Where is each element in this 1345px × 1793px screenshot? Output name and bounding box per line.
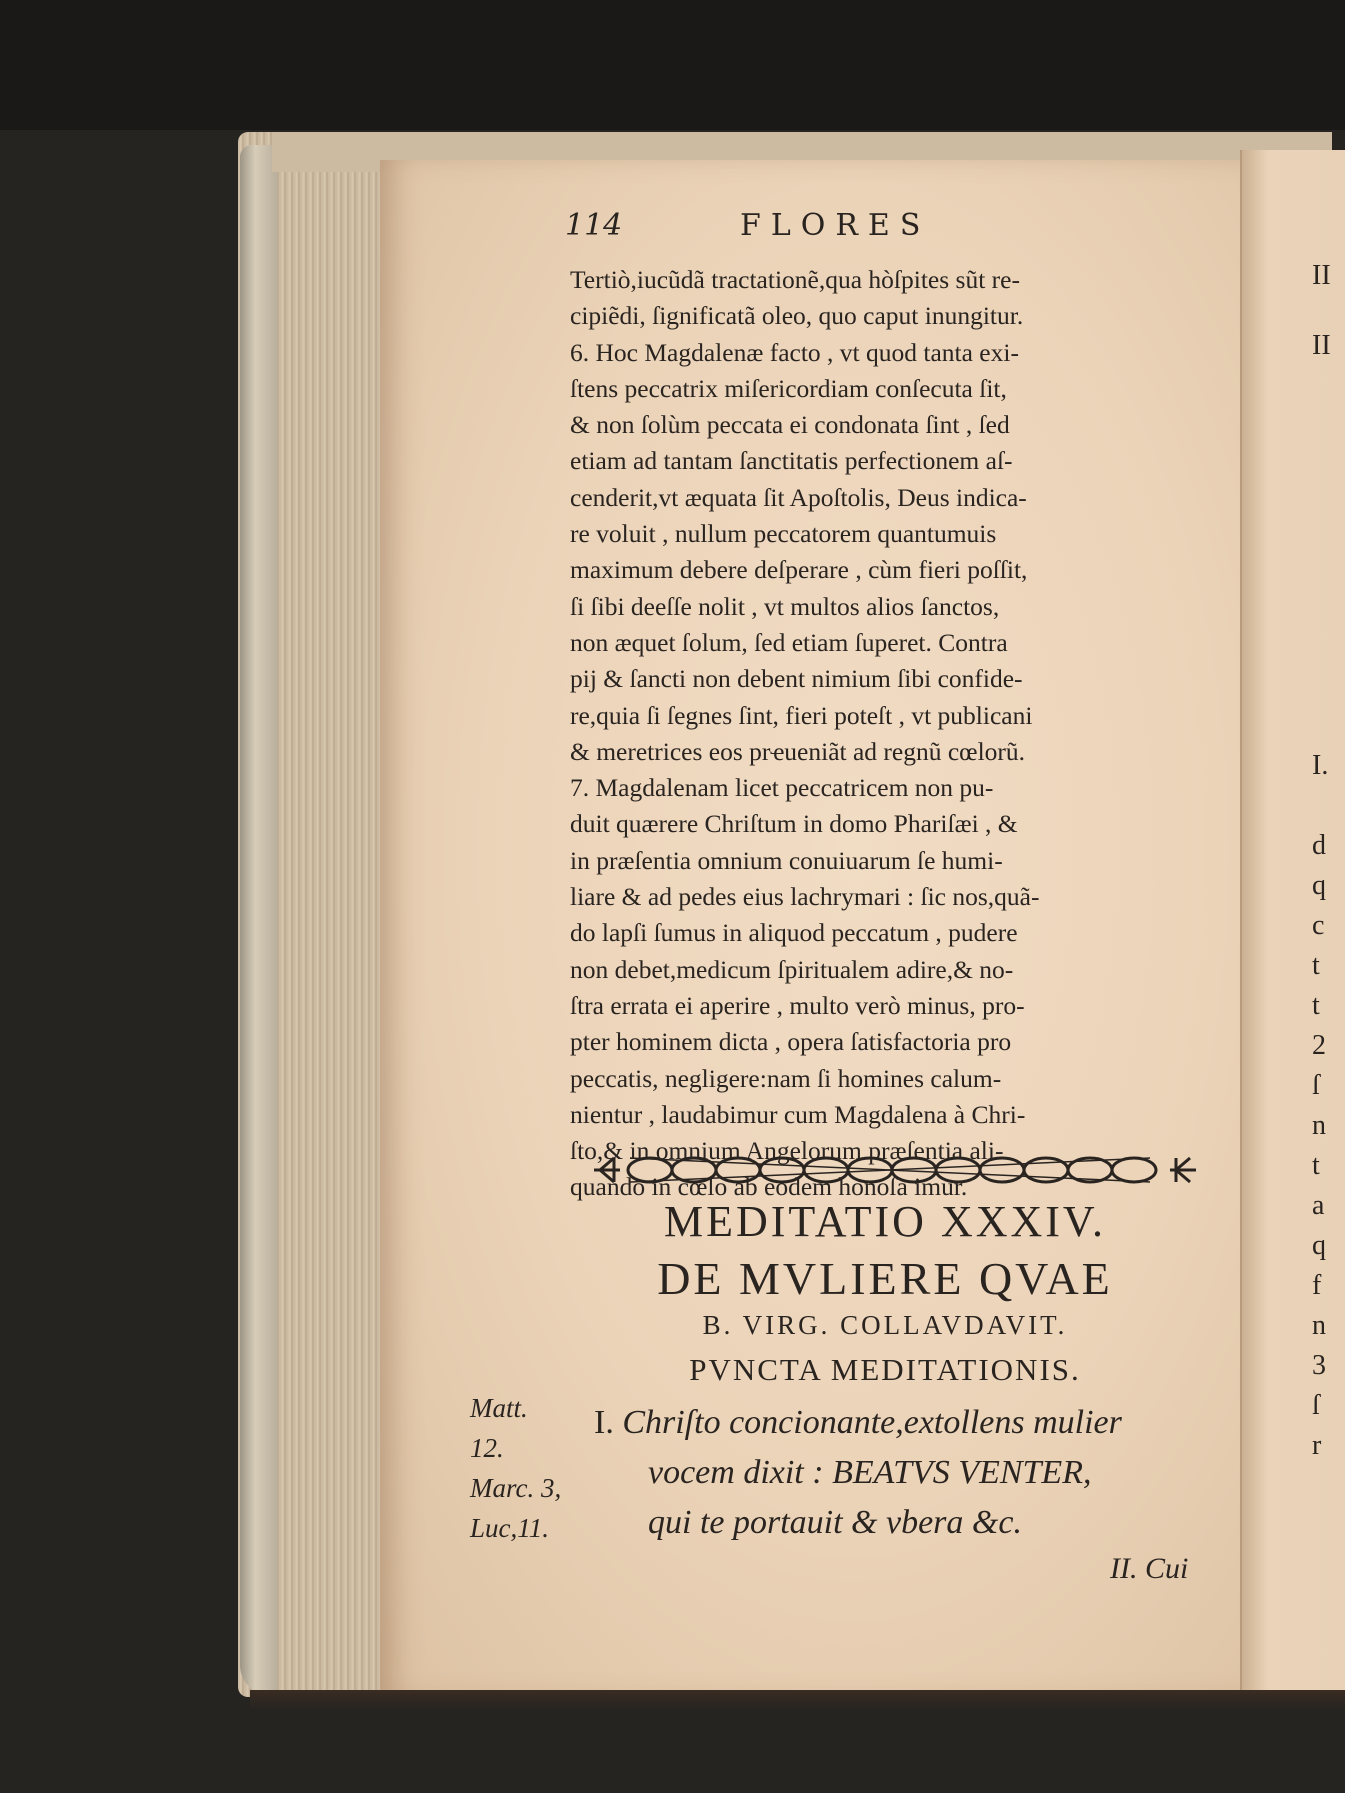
meditation-title: MEDITATIO XXXIV. [663,1197,1107,1246]
meditation-subtitle-2: B. VIRG. COLLAVDAVIT. [702,1310,1068,1340]
background-top [0,0,1345,130]
body-text [570,262,1160,1206]
margin-ref: Luc,11. [470,1513,549,1543]
catchword: II. Cui [1110,1552,1189,1585]
body-line: duit quærere Chriſtum in domo Phariſæi , & [570,809,1018,839]
facing-page-glyph: ſ [1312,1390,1320,1421]
body-line: & non ſolùm peccata ei condonata ſint , ſed [570,410,1010,440]
facing-page-glyph: d [1312,830,1326,861]
body-line: ſto,& in omnium Angelorum præſentia ali- [570,1136,1004,1166]
body-line: nientur , laudabimur cum Magdalena à Chri- [570,1099,1026,1129]
body-line: re,quia ſi ſegnes ſint, fieri poteſt , vt publicani [570,700,1033,730]
body-line: 7. Magdalenam licet peccatricem non pu- [570,773,994,803]
body-line: ſtra errata ei aperire , multo verò minus, pro- [570,990,1025,1020]
point-line: qui te portauit & vbera &c. [648,1504,1022,1541]
body-line: peccatis, negligere:nam ſi homines calum- [570,1063,1002,1093]
facing-page-glyph: t [1312,950,1320,981]
body-line: ſtens peccatrix miſericordiam conſecuta ſit, [570,373,1007,403]
facing-page-glyph: r [1312,1430,1322,1461]
book-spine [240,145,278,1695]
facing-page-glyph: 3 [1312,1350,1326,1381]
facing-page-glyph: II [1312,330,1331,361]
body-line: & meretrices eos prҽueniãt ad regnũ cœlorũ. [570,736,1026,766]
margin-ref: Matt. [470,1393,528,1423]
facing-page-glyph: 2 [1312,1030,1326,1061]
body-line: non æquet ſolum, ſed etiam ſuperet. Contra [570,627,1008,657]
facing-page-glyph: n [1312,1110,1326,1141]
margin-ref: 12. [470,1433,504,1463]
point-number: I. [594,1404,614,1441]
facing-page-glyph: ſ [1312,1070,1320,1101]
point-line: Chriſto concionante,extollens mulier [622,1404,1122,1441]
page-header [565,208,985,248]
body-line: cipiẽdi, ſignificatã oleo, quo caput inungitur. [570,301,1024,331]
body-line: etiam ad tantam ſanctitatis perfectionem aſ- [570,446,1013,476]
facing-page-glyph: II [1312,260,1331,291]
body-line: ſi ſibi deeſſe nolit , vt multos alios ſanctos, [570,591,1000,621]
book-bottom-shadow [250,1690,1345,1710]
ornament-divider [590,1152,1200,1188]
puncta-heading: PVNCTA MEDITATIONIS. [689,1352,1081,1387]
body-line: 6. Hoc Magdalenæ facto , vt quod tanta exi- [570,337,1019,367]
facing-page-glyph: a [1312,1190,1325,1221]
page-number: 114 [565,208,623,243]
facing-page-glyph: n [1312,1310,1326,1341]
facing-page-glyph: t [1312,990,1320,1021]
margin-references [470,1388,590,1548]
facing-page-glyph: q [1312,870,1326,901]
point-line: vocem dixit : BEATVS VENTER, [648,1454,1092,1491]
body-line: in præſentia omnium conuiuarum ſe humi- [570,845,1003,875]
body-line: Tertiò,iucũdã tractationẽ,qua hòſpites sũt re- [570,265,1020,294]
body-line: cenderit,vt æquata ſit Apoſtolis, Deus indica- [570,482,1027,512]
body-line: do lapſi ſumus in aliquod peccatum , pudere [570,918,1018,948]
facing-page [1240,150,1345,1695]
running-title: FLORES [740,208,931,243]
body-line: non debet,medicum ſpiritualem adire,& no- [570,954,1014,984]
body-line: pter hominem dicta , opera ſatisfactoria pro [570,1027,1012,1057]
margin-ref: Marc. 3, [470,1473,562,1503]
body-line: liare & ad pedes eius lachrymari : ſic nos,quã- [570,882,1040,912]
body-line: maximum debere deſperare , cùm fieri poſſit, [570,555,1028,585]
facing-page-glyph: I. [1312,750,1329,781]
facing-page-glyph: f [1312,1270,1322,1301]
body-line: quando in cœlo ab eodem honoſa imur. [570,1172,968,1202]
body-line: pij & ſancti non debent nimium ſibi confide- [570,664,1023,694]
facing-page-glyph: q [1312,1230,1326,1261]
facing-page-glyph: t [1312,1150,1320,1181]
facing-page-glyph: c [1312,910,1325,941]
meditation-subtitle: DE MVLIERE QVAE [657,1253,1113,1304]
body-line: re voluit , nullum peccatorem quantumuis [570,519,997,549]
meditation-point-1 [594,1398,1214,1548]
